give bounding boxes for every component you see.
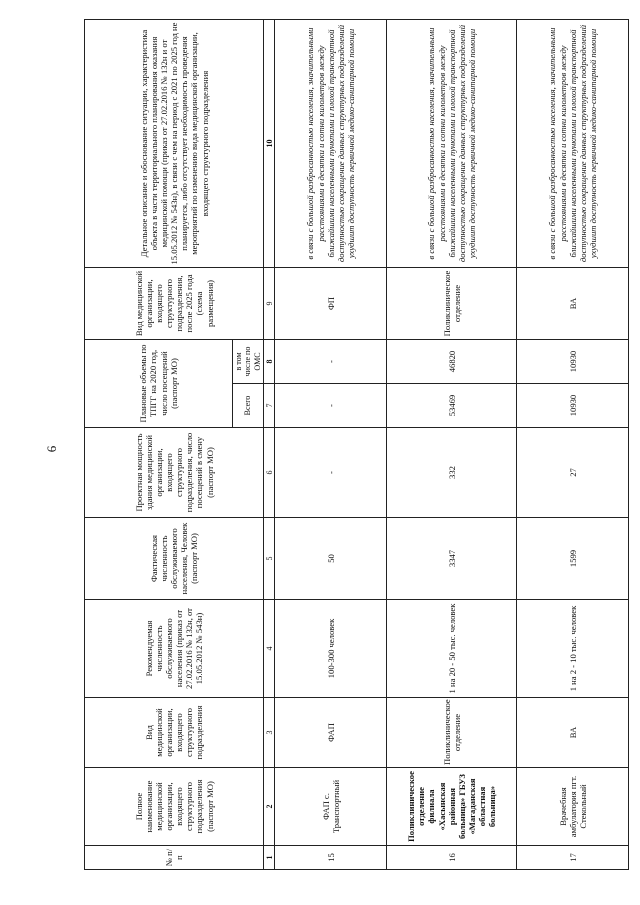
row-oms: 46820: [387, 340, 517, 384]
row-recommended: 100-300 человек: [275, 600, 387, 698]
header-total: Всего: [233, 384, 264, 428]
row-number: 15: [275, 846, 387, 870]
row-recommended: 1 на 20 - 50 тыс. человек: [387, 600, 517, 698]
row-name: ФАП с. Транспортный: [275, 768, 387, 846]
row-total: -: [275, 384, 387, 428]
col-number-2: 2: [264, 768, 275, 846]
row-total: 53469: [387, 384, 517, 428]
header-type: Вид медицинской организации, входящего структурного подразделения: [85, 698, 264, 768]
row-total: 10930: [517, 384, 629, 428]
col-number-5: 5: [264, 518, 275, 600]
header-description: Детальное описание и обоснование ситуации, характеристика объекта в части территориального планирования оказания медицинской помощи (приказ от 27.02.2016 № 132н и от 15.05.2012 № 543н), в связи с чем на период с 2021 по 2025 год не планируется, либо отсутствует необходимость проведения мероприятий по изменению вида медицинской организации, входящего структурного подразделения: [85, 20, 264, 268]
col-number-6: 6: [264, 428, 275, 518]
col-number-7: 7: [264, 384, 275, 428]
row-number: 17: [517, 846, 629, 870]
row-type-after: ФП: [275, 268, 387, 340]
col-number-10: 10: [264, 20, 275, 268]
row-recommended: 1 на 2 - 10 тыс. человек: [517, 600, 629, 698]
row-note: в связи с большой разбросанностью населения, значительными расстояниями в десятки и сотни километров между ближайшими населенными пунктами и плохой транспортной доступностью сокращение данных структурных подразделений ухудшит доступность первичной медико-санитарной помощи: [387, 20, 517, 268]
table-row: [275, 20, 387, 870]
table-sheet: [84, 20, 618, 870]
row-capacity: -: [275, 428, 387, 518]
row-actual: 50: [275, 518, 387, 600]
row-actual: 3347: [387, 518, 517, 600]
table-row: [517, 20, 629, 870]
header-name: Полное наименование медицинской организации, входящего структурного подразделения (паспорт МО): [85, 768, 264, 846]
facilities-table: [84, 19, 629, 870]
table-row: [387, 20, 517, 870]
row-capacity: 27: [517, 428, 629, 518]
header-number: № п/п: [85, 846, 264, 870]
header-recommended: Рекомендуемая численность обслуживаемого населения (приказ от 27.02.2016 № 132н, от 15.05.2012 № 543н): [85, 600, 264, 698]
row-type-after: Поликлиническое отделение: [387, 268, 517, 340]
col-number-8: 8: [264, 340, 275, 384]
row-note: в связи с большой разбросанностью населения, значительными расстояниями в десятки и сотни километров между ближайшими населенными пунктами и плохой транспортной доступностью сокращение данных структурных подразделений ухудшит доступность первичной медико-санитарной помощи: [275, 20, 387, 268]
header-type-after: Вид медицинской организации, входящего структурного подразделения, после 2025 года (схема размещения): [85, 268, 264, 340]
row-name: Поликлиническое отделение филиала «Хасынская районная больница» ГБУЗ «Магаданская областная больница»: [387, 768, 517, 846]
row-type: ФАП: [275, 698, 387, 768]
col-number-4: 4: [264, 600, 275, 698]
row-number: 16: [387, 846, 517, 870]
row-type: ВА: [517, 698, 629, 768]
col-number-1: 1: [264, 846, 275, 870]
page-number: 6: [44, 445, 59, 453]
header-actual: Фактическая численность обслуживаемого населения, Человек (паспорт МО): [85, 518, 264, 600]
row-note: в связи с большой разбросанностью населения, значительными расстояниями в десятки и сотни километров между ближайшими населенными пунктами и плохой транспортной доступностью сокращение данных структурных подразделений ухудшит доступность первичной медико-санитарной помощи: [517, 20, 629, 268]
row-type-after: ВА: [517, 268, 629, 340]
row-name: Врачебная амбулатория пгт. Стекольный: [517, 768, 629, 846]
row-type: Поликлиническое отделение: [387, 698, 517, 768]
header-planned-volumes: Плановые объемы по ТПГГ на 2020 год, число посещений (паспорт МО): [85, 340, 233, 428]
col-number-9: 9: [264, 268, 275, 340]
row-oms: -: [275, 340, 387, 384]
col-number-3: 3: [264, 698, 275, 768]
row-oms: 10930: [517, 340, 629, 384]
row-actual: 1599: [517, 518, 629, 600]
header-capacity: Проектная мощность здания медицинской организации, входящего структурного подразделения, число посещений в смену (паспорт МО): [85, 428, 264, 518]
header-oms: в том числе по ОМС: [233, 340, 264, 384]
row-capacity: 332: [387, 428, 517, 518]
